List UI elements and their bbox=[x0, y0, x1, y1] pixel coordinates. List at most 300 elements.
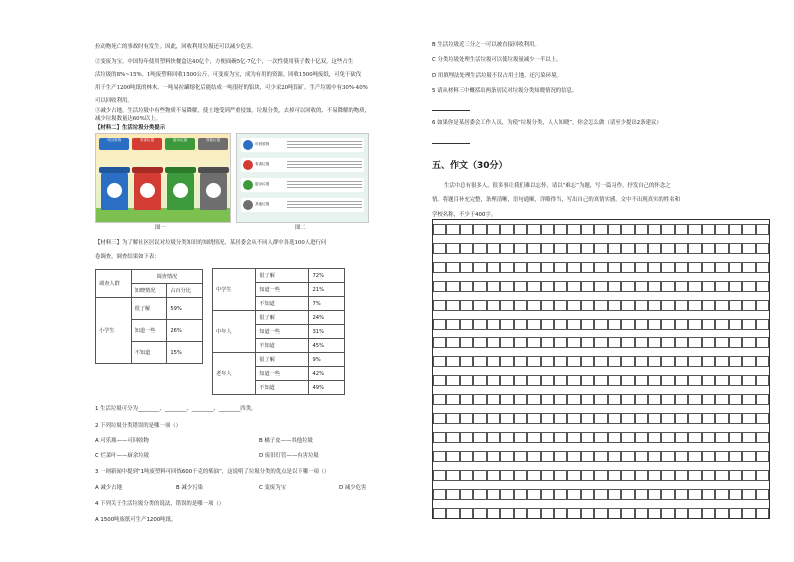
grid-cell[interactable] bbox=[460, 243, 473, 254]
grid-cell[interactable] bbox=[433, 508, 446, 519]
grid-cell[interactable] bbox=[729, 375, 742, 386]
grid-cell[interactable] bbox=[702, 356, 715, 367]
grid-cell[interactable] bbox=[554, 281, 567, 292]
grid-cell[interactable] bbox=[473, 262, 486, 273]
grid-cell[interactable] bbox=[581, 300, 594, 311]
grid-cell[interactable] bbox=[661, 508, 674, 519]
grid-cell[interactable] bbox=[433, 432, 446, 443]
grid-cell[interactable] bbox=[514, 375, 527, 386]
grid-cell[interactable] bbox=[635, 470, 648, 481]
grid-cell[interactable] bbox=[635, 300, 648, 311]
grid-cell[interactable] bbox=[608, 262, 621, 273]
grid-cell[interactable] bbox=[446, 319, 459, 330]
grid-cell[interactable] bbox=[688, 319, 701, 330]
grid-cell[interactable] bbox=[433, 356, 446, 367]
grid-cell[interactable] bbox=[554, 394, 567, 405]
grid-cell[interactable] bbox=[661, 470, 674, 481]
grid-cell[interactable] bbox=[487, 281, 500, 292]
grid-cell[interactable] bbox=[661, 300, 674, 311]
grid-cell[interactable] bbox=[675, 356, 688, 367]
grid-cell[interactable] bbox=[500, 300, 513, 311]
grid-cell[interactable] bbox=[541, 300, 554, 311]
grid-cell[interactable] bbox=[702, 300, 715, 311]
grid-cell[interactable] bbox=[541, 394, 554, 405]
grid-cell[interactable] bbox=[675, 432, 688, 443]
grid-cell[interactable] bbox=[567, 470, 580, 481]
grid-cell[interactable] bbox=[487, 300, 500, 311]
grid-cell[interactable] bbox=[487, 375, 500, 386]
grid-cell[interactable] bbox=[688, 281, 701, 292]
grid-cell[interactable] bbox=[608, 470, 621, 481]
grid-cell[interactable] bbox=[756, 451, 769, 462]
grid-cell[interactable] bbox=[527, 470, 540, 481]
grid-cell[interactable] bbox=[433, 300, 446, 311]
grid-cell[interactable] bbox=[567, 508, 580, 519]
grid-cell[interactable] bbox=[460, 508, 473, 519]
grid-cell[interactable] bbox=[594, 489, 607, 500]
grid-cell[interactable] bbox=[581, 319, 594, 330]
grid-cell[interactable] bbox=[460, 262, 473, 273]
grid-cell[interactable] bbox=[473, 243, 486, 254]
grid-cell[interactable] bbox=[648, 262, 661, 273]
grid-cell[interactable] bbox=[661, 451, 674, 462]
grid-cell[interactable] bbox=[541, 413, 554, 424]
grid-cell[interactable] bbox=[688, 224, 701, 235]
grid-cell[interactable] bbox=[514, 262, 527, 273]
grid-cell[interactable] bbox=[541, 262, 554, 273]
grid-cell[interactable] bbox=[756, 413, 769, 424]
grid-cell[interactable] bbox=[446, 281, 459, 292]
grid-cell[interactable] bbox=[567, 432, 580, 443]
grid-cell[interactable] bbox=[742, 375, 755, 386]
grid-cell[interactable] bbox=[446, 375, 459, 386]
grid-cell[interactable] bbox=[527, 356, 540, 367]
grid-cell[interactable] bbox=[433, 262, 446, 273]
grid-cell[interactable] bbox=[702, 432, 715, 443]
grid-cell[interactable] bbox=[514, 508, 527, 519]
grid-cell[interactable] bbox=[729, 508, 742, 519]
grid-cell[interactable] bbox=[541, 281, 554, 292]
grid-cell[interactable] bbox=[500, 319, 513, 330]
grid-cell[interactable] bbox=[446, 243, 459, 254]
grid-cell[interactable] bbox=[756, 489, 769, 500]
grid-cell[interactable] bbox=[702, 470, 715, 481]
grid-cell[interactable] bbox=[594, 300, 607, 311]
grid-cell[interactable] bbox=[621, 224, 634, 235]
grid-cell[interactable] bbox=[621, 451, 634, 462]
grid-cell[interactable] bbox=[433, 451, 446, 462]
grid-cell[interactable] bbox=[554, 224, 567, 235]
answer-blank[interactable] bbox=[432, 143, 470, 144]
grid-cell[interactable] bbox=[527, 243, 540, 254]
grid-cell[interactable] bbox=[648, 300, 661, 311]
grid-cell[interactable] bbox=[433, 319, 446, 330]
grid-cell[interactable] bbox=[702, 413, 715, 424]
grid-cell[interactable] bbox=[500, 413, 513, 424]
grid-cell[interactable] bbox=[460, 224, 473, 235]
grid-cell[interactable] bbox=[661, 356, 674, 367]
grid-cell[interactable] bbox=[460, 489, 473, 500]
grid-cell[interactable] bbox=[621, 337, 634, 348]
grid-cell[interactable] bbox=[661, 394, 674, 405]
grid-cell[interactable] bbox=[541, 243, 554, 254]
grid-cell[interactable] bbox=[729, 356, 742, 367]
grid-cell[interactable] bbox=[648, 508, 661, 519]
grid-cell[interactable] bbox=[487, 508, 500, 519]
grid-cell[interactable] bbox=[473, 470, 486, 481]
grid-cell[interactable] bbox=[487, 489, 500, 500]
grid-cell[interactable] bbox=[756, 262, 769, 273]
grid-cell[interactable] bbox=[581, 451, 594, 462]
grid-cell[interactable] bbox=[460, 337, 473, 348]
grid-cell[interactable] bbox=[473, 224, 486, 235]
grid-cell[interactable] bbox=[621, 300, 634, 311]
grid-cell[interactable] bbox=[554, 470, 567, 481]
grid-cell[interactable] bbox=[742, 451, 755, 462]
grid-cell[interactable] bbox=[460, 356, 473, 367]
grid-cell[interactable] bbox=[648, 337, 661, 348]
grid-cell[interactable] bbox=[661, 432, 674, 443]
grid-cell[interactable] bbox=[621, 432, 634, 443]
grid-cell[interactable] bbox=[433, 243, 446, 254]
grid-cell[interactable] bbox=[688, 413, 701, 424]
grid-cell[interactable] bbox=[742, 356, 755, 367]
grid-cell[interactable] bbox=[756, 300, 769, 311]
grid-cell[interactable] bbox=[500, 489, 513, 500]
grid-cell[interactable] bbox=[742, 470, 755, 481]
grid-cell[interactable] bbox=[594, 413, 607, 424]
grid-cell[interactable] bbox=[567, 394, 580, 405]
grid-cell[interactable] bbox=[756, 375, 769, 386]
grid-cell[interactable] bbox=[608, 356, 621, 367]
grid-cell[interactable] bbox=[715, 337, 728, 348]
grid-cell[interactable] bbox=[527, 319, 540, 330]
grid-cell[interactable] bbox=[446, 508, 459, 519]
grid-cell[interactable] bbox=[675, 243, 688, 254]
grid-cell[interactable] bbox=[648, 394, 661, 405]
grid-cell[interactable] bbox=[608, 508, 621, 519]
grid-cell[interactable] bbox=[715, 300, 728, 311]
grid-cell[interactable] bbox=[514, 300, 527, 311]
grid-cell[interactable] bbox=[635, 337, 648, 348]
grid-cell[interactable] bbox=[554, 432, 567, 443]
grid-cell[interactable] bbox=[715, 356, 728, 367]
grid-cell[interactable] bbox=[756, 394, 769, 405]
grid-cell[interactable] bbox=[648, 451, 661, 462]
grid-cell[interactable] bbox=[688, 337, 701, 348]
grid-cell[interactable] bbox=[742, 319, 755, 330]
grid-cell[interactable] bbox=[675, 224, 688, 235]
grid-cell[interactable] bbox=[715, 224, 728, 235]
grid-cell[interactable] bbox=[702, 281, 715, 292]
grid-cell[interactable] bbox=[581, 243, 594, 254]
grid-cell[interactable] bbox=[554, 451, 567, 462]
grid-cell[interactable] bbox=[581, 262, 594, 273]
grid-cell[interactable] bbox=[581, 432, 594, 443]
grid-cell[interactable] bbox=[715, 262, 728, 273]
grid-cell[interactable] bbox=[567, 413, 580, 424]
grid-cell[interactable] bbox=[648, 243, 661, 254]
grid-cell[interactable] bbox=[581, 413, 594, 424]
grid-cell[interactable] bbox=[594, 451, 607, 462]
grid-cell[interactable] bbox=[460, 300, 473, 311]
grid-cell[interactable] bbox=[500, 281, 513, 292]
grid-cell[interactable] bbox=[729, 243, 742, 254]
grid-cell[interactable] bbox=[594, 337, 607, 348]
grid-cell[interactable] bbox=[608, 375, 621, 386]
grid-cell[interactable] bbox=[729, 432, 742, 443]
grid-cell[interactable] bbox=[608, 337, 621, 348]
grid-cell[interactable] bbox=[608, 432, 621, 443]
grid-cell[interactable] bbox=[715, 451, 728, 462]
grid-cell[interactable] bbox=[487, 337, 500, 348]
grid-cell[interactable] bbox=[500, 470, 513, 481]
grid-cell[interactable] bbox=[500, 508, 513, 519]
grid-cell[interactable] bbox=[514, 356, 527, 367]
grid-cell[interactable] bbox=[433, 224, 446, 235]
grid-cell[interactable] bbox=[527, 375, 540, 386]
grid-cell[interactable] bbox=[702, 489, 715, 500]
grid-cell[interactable] bbox=[433, 375, 446, 386]
grid-cell[interactable] bbox=[702, 508, 715, 519]
grid-cell[interactable] bbox=[446, 451, 459, 462]
grid-cell[interactable] bbox=[433, 489, 446, 500]
grid-cell[interactable] bbox=[675, 281, 688, 292]
grid-cell[interactable] bbox=[541, 489, 554, 500]
grid-cell[interactable] bbox=[648, 413, 661, 424]
grid-cell[interactable] bbox=[527, 262, 540, 273]
grid-cell[interactable] bbox=[594, 243, 607, 254]
grid-cell[interactable] bbox=[460, 432, 473, 443]
grid-cell[interactable] bbox=[514, 224, 527, 235]
grid-cell[interactable] bbox=[608, 413, 621, 424]
grid-cell[interactable] bbox=[688, 394, 701, 405]
grid-cell[interactable] bbox=[688, 432, 701, 443]
grid-cell[interactable] bbox=[688, 243, 701, 254]
grid-cell[interactable] bbox=[621, 243, 634, 254]
grid-cell[interactable] bbox=[527, 224, 540, 235]
grid-cell[interactable] bbox=[500, 356, 513, 367]
grid-cell[interactable] bbox=[594, 224, 607, 235]
grid-cell[interactable] bbox=[729, 470, 742, 481]
grid-cell[interactable] bbox=[648, 319, 661, 330]
grid-cell[interactable] bbox=[446, 413, 459, 424]
grid-cell[interactable] bbox=[608, 243, 621, 254]
grid-cell[interactable] bbox=[527, 413, 540, 424]
grid-cell[interactable] bbox=[621, 319, 634, 330]
grid-cell[interactable] bbox=[635, 262, 648, 273]
grid-cell[interactable] bbox=[541, 319, 554, 330]
grid-cell[interactable] bbox=[635, 224, 648, 235]
grid-cell[interactable] bbox=[473, 508, 486, 519]
grid-cell[interactable] bbox=[715, 243, 728, 254]
grid-cell[interactable] bbox=[702, 337, 715, 348]
grid-cell[interactable] bbox=[460, 394, 473, 405]
grid-cell[interactable] bbox=[473, 489, 486, 500]
grid-cell[interactable] bbox=[648, 224, 661, 235]
grid-cell[interactable] bbox=[581, 489, 594, 500]
grid-cell[interactable] bbox=[675, 451, 688, 462]
grid-cell[interactable] bbox=[514, 319, 527, 330]
composition-writing-grid[interactable] bbox=[432, 219, 770, 519]
grid-cell[interactable] bbox=[514, 337, 527, 348]
grid-cell[interactable] bbox=[621, 489, 634, 500]
grid-cell[interactable] bbox=[473, 281, 486, 292]
grid-cell[interactable] bbox=[608, 394, 621, 405]
grid-cell[interactable] bbox=[581, 508, 594, 519]
grid-cell[interactable] bbox=[567, 451, 580, 462]
grid-cell[interactable] bbox=[487, 413, 500, 424]
grid-cell[interactable] bbox=[527, 394, 540, 405]
grid-cell[interactable] bbox=[661, 281, 674, 292]
grid-cell[interactable] bbox=[594, 375, 607, 386]
grid-cell[interactable] bbox=[541, 470, 554, 481]
grid-cell[interactable] bbox=[661, 319, 674, 330]
grid-cell[interactable] bbox=[715, 489, 728, 500]
grid-cell[interactable] bbox=[554, 300, 567, 311]
grid-cell[interactable] bbox=[594, 432, 607, 443]
grid-cell[interactable] bbox=[567, 356, 580, 367]
grid-cell[interactable] bbox=[567, 243, 580, 254]
grid-cell[interactable] bbox=[635, 413, 648, 424]
grid-cell[interactable] bbox=[594, 281, 607, 292]
grid-cell[interactable] bbox=[661, 337, 674, 348]
grid-cell[interactable] bbox=[500, 451, 513, 462]
grid-cell[interactable] bbox=[635, 508, 648, 519]
grid-cell[interactable] bbox=[567, 489, 580, 500]
grid-cell[interactable] bbox=[729, 394, 742, 405]
grid-cell[interactable] bbox=[635, 319, 648, 330]
grid-cell[interactable] bbox=[688, 375, 701, 386]
grid-cell[interactable] bbox=[688, 300, 701, 311]
grid-cell[interactable] bbox=[635, 451, 648, 462]
grid-cell[interactable] bbox=[473, 413, 486, 424]
grid-cell[interactable] bbox=[715, 394, 728, 405]
grid-cell[interactable] bbox=[487, 243, 500, 254]
grid-cell[interactable] bbox=[702, 451, 715, 462]
grid-cell[interactable] bbox=[608, 489, 621, 500]
grid-cell[interactable] bbox=[487, 451, 500, 462]
grid-cell[interactable] bbox=[581, 375, 594, 386]
grid-cell[interactable] bbox=[554, 375, 567, 386]
grid-cell[interactable] bbox=[702, 262, 715, 273]
grid-cell[interactable] bbox=[621, 508, 634, 519]
grid-cell[interactable] bbox=[446, 224, 459, 235]
grid-cell[interactable] bbox=[514, 243, 527, 254]
grid-cell[interactable] bbox=[675, 394, 688, 405]
grid-cell[interactable] bbox=[541, 508, 554, 519]
grid-cell[interactable] bbox=[742, 508, 755, 519]
grid-cell[interactable] bbox=[554, 356, 567, 367]
grid-cell[interactable] bbox=[715, 413, 728, 424]
grid-cell[interactable] bbox=[715, 432, 728, 443]
grid-cell[interactable] bbox=[661, 413, 674, 424]
grid-cell[interactable] bbox=[756, 356, 769, 367]
grid-cell[interactable] bbox=[567, 319, 580, 330]
grid-cell[interactable] bbox=[541, 451, 554, 462]
grid-cell[interactable] bbox=[446, 300, 459, 311]
grid-cell[interactable] bbox=[675, 319, 688, 330]
grid-cell[interactable] bbox=[594, 508, 607, 519]
grid-cell[interactable] bbox=[554, 262, 567, 273]
grid-cell[interactable] bbox=[756, 508, 769, 519]
grid-cell[interactable] bbox=[473, 319, 486, 330]
grid-cell[interactable] bbox=[500, 224, 513, 235]
grid-cell[interactable] bbox=[729, 262, 742, 273]
grid-cell[interactable] bbox=[594, 356, 607, 367]
grid-cell[interactable] bbox=[581, 281, 594, 292]
grid-cell[interactable] bbox=[514, 432, 527, 443]
grid-cell[interactable] bbox=[715, 375, 728, 386]
grid-cell[interactable] bbox=[621, 375, 634, 386]
grid-cell[interactable] bbox=[648, 356, 661, 367]
grid-cell[interactable] bbox=[702, 243, 715, 254]
grid-cell[interactable] bbox=[487, 432, 500, 443]
grid-cell[interactable] bbox=[742, 489, 755, 500]
grid-cell[interactable] bbox=[715, 281, 728, 292]
grid-cell[interactable] bbox=[702, 224, 715, 235]
grid-cell[interactable] bbox=[688, 508, 701, 519]
grid-cell[interactable] bbox=[648, 375, 661, 386]
grid-cell[interactable] bbox=[608, 451, 621, 462]
grid-cell[interactable] bbox=[487, 394, 500, 405]
grid-cell[interactable] bbox=[554, 337, 567, 348]
grid-cell[interactable] bbox=[661, 375, 674, 386]
grid-cell[interactable] bbox=[688, 470, 701, 481]
grid-cell[interactable] bbox=[594, 319, 607, 330]
grid-cell[interactable] bbox=[514, 413, 527, 424]
grid-cell[interactable] bbox=[581, 224, 594, 235]
grid-cell[interactable] bbox=[500, 243, 513, 254]
grid-cell[interactable] bbox=[433, 281, 446, 292]
grid-cell[interactable] bbox=[567, 337, 580, 348]
grid-cell[interactable] bbox=[756, 470, 769, 481]
grid-cell[interactable] bbox=[648, 489, 661, 500]
grid-cell[interactable] bbox=[635, 375, 648, 386]
grid-cell[interactable] bbox=[514, 470, 527, 481]
grid-cell[interactable] bbox=[688, 489, 701, 500]
grid-cell[interactable] bbox=[742, 394, 755, 405]
grid-cell[interactable] bbox=[621, 413, 634, 424]
grid-cell[interactable] bbox=[621, 470, 634, 481]
grid-cell[interactable] bbox=[581, 470, 594, 481]
answer-blank[interactable] bbox=[432, 110, 470, 111]
grid-cell[interactable] bbox=[446, 470, 459, 481]
grid-cell[interactable] bbox=[433, 394, 446, 405]
grid-cell[interactable] bbox=[608, 281, 621, 292]
grid-cell[interactable] bbox=[446, 489, 459, 500]
grid-cell[interactable] bbox=[514, 489, 527, 500]
grid-cell[interactable] bbox=[460, 470, 473, 481]
grid-cell[interactable] bbox=[635, 243, 648, 254]
grid-cell[interactable] bbox=[567, 262, 580, 273]
grid-cell[interactable] bbox=[742, 224, 755, 235]
grid-cell[interactable] bbox=[567, 375, 580, 386]
grid-cell[interactable] bbox=[729, 451, 742, 462]
grid-cell[interactable] bbox=[715, 319, 728, 330]
grid-cell[interactable] bbox=[433, 413, 446, 424]
grid-cell[interactable] bbox=[527, 432, 540, 443]
grid-cell[interactable] bbox=[487, 470, 500, 481]
grid-cell[interactable] bbox=[433, 470, 446, 481]
grid-cell[interactable] bbox=[635, 489, 648, 500]
grid-cell[interactable] bbox=[554, 413, 567, 424]
grid-cell[interactable] bbox=[460, 281, 473, 292]
grid-cell[interactable] bbox=[514, 451, 527, 462]
grid-cell[interactable] bbox=[500, 337, 513, 348]
grid-cell[interactable] bbox=[446, 394, 459, 405]
grid-cell[interactable] bbox=[756, 224, 769, 235]
